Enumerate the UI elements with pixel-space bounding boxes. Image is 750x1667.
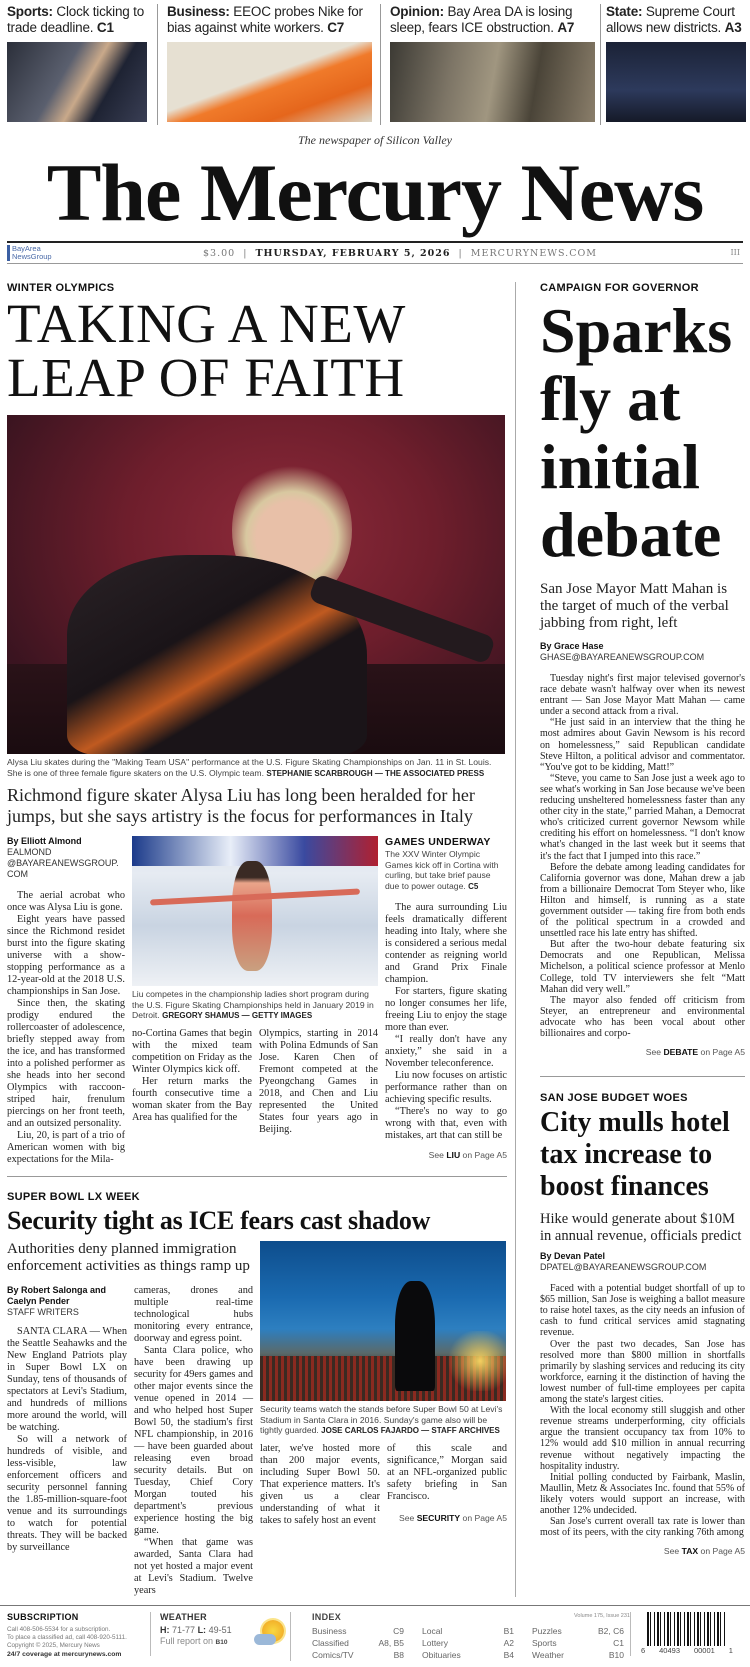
index-item[interactable]: Business C9 [312,1626,404,1636]
paragraph: The aerial acrobat who once was Alysa Liu is gone. [7,890,125,913]
paragraph: Over the past two decades, San Jose has resolved more than $800 million in shortfalls primarily by slashing services and reducing its city workforce, earning it the distinction of having the lowest number of full-time employees per capita among the state's largest cities. [540,1338,745,1406]
paragraph: The aura surrounding Liu feels dramatically different heading into Italy, where she is considered a serious medal contender as reigning world and Grand Prix Finale champion. [385,902,507,985]
debate-headline[interactable]: Sparks fly at initial debate [540,295,733,570]
low-label: L: [197,1625,207,1635]
paragraph: Faced with a potential budget shortfall of up to $65 million, San Jose is weighing a ballot measure to raise hotel taxes, as the city needs an infusion of cash to fund critical services amid stagnating revenue. [540,1283,745,1339]
byline: By Grace Hase [540,641,604,651]
caption-text: Liu competes in the championship ladies short program during the U.S. Figure Skating Championships held in January 2019 in Detroit. [132,989,374,1020]
subscription-line: To place a classified ad, call 408-920-5111. [7,1634,127,1641]
paragraph: later, we've hosted more than 200 major events, including Super Bowl 50. That experience matters. It's given us a clear understanding of what it takes to safely host an event [260,1442,380,1526]
paragraph: “When that game was awarded, Santa Clara had not yet hosted a major event at Levi's Stadium. Twelve years [134,1537,253,1596]
index-title: INDEX [312,1612,342,1622]
lead-photo-alysa-liu [7,415,505,754]
coverage-link[interactable]: 24/7 coverage at mercurynews.com [7,1651,122,1658]
lead-middle [132,836,378,1166]
tagline: The newspaper of Silicon Valley [298,133,452,147]
lead-col-1 [7,836,125,1166]
paragraph: With the local economy still sluggish and other revenue streams underperforming, city officials argue the transient occupancy tax from 10% to 12% would add $10 million in annual recurring revenue without negatively impacting the hospitality industry. [540,1405,745,1472]
superbowl-col-1 [7,1285,127,1597]
paragraph: But after the two-hour debate featuring six Democrats and one Republican, Melissa Michelson, a political science professor at Menlo College, told TV interviewers she felt “Matt Mahan did very well.” [540,939,745,995]
paragraph: Liu now focuses on artistic performance rather than on achieving specific results. [385,1070,507,1105]
teaser-text: Bay Area DA is losing sleep, fears ICE obstruction. [390,4,573,35]
superbowl-right [260,1241,507,1597]
paragraph: Tuesday night's first major televised governor's race debate wasn't halfway over when its newest entrant — San Jose Mayor Matt Mahan — came under a second attack from a rival. [540,673,745,718]
superbowl-col-2 [134,1285,253,1597]
byline: By Elliott Almond [7,836,82,846]
full-report-label: Full report on [160,1636,214,1646]
promo-text: The XXV Winter Olympic Games kick off in Cortina with curling, but take brief pause due to power outage. [385,849,499,891]
superbowl-col-3 [260,1443,380,1527]
photo-credit: STEPHANIE SCARBROUGH — THE ASSOCIATED PRESS [266,768,485,778]
lead-col-2 [132,1028,252,1136]
teaser-page: C1 [96,20,114,35]
partly-sunny-icon [254,1618,288,1648]
photo-liu-skating-2019 [132,836,378,986]
superbowl-kicker: SUPER BOWL LX WEEK [7,1191,140,1203]
budget-kicker: SAN JOSE BUDGET WOES [540,1092,688,1105]
photo2-caption [132,989,378,1022]
debate-jump-link[interactable]: See DEBATE on Page A5 [645,1047,745,1058]
teaser-text: Clock ticking to trade deadline. [7,4,145,35]
teaser-text: Supreme Court allows new districts. [606,4,735,35]
paragraph: cameras, drones and multiple real-time technological hubs monitoring every entrance, doorway and egress point. [134,1285,253,1344]
teaser-section: Sports: [7,4,53,19]
paragraph: no-Cortina Games that begin with the mixed team competition on Friday as the Winter Olympics kick off. [132,1027,252,1075]
index-list [312,1625,630,1661]
index-item[interactable]: Comics/TV B8 [312,1650,404,1660]
site-link[interactable]: MERCURYNEWS.COM [470,248,597,259]
superbowl-photo-caption [260,1404,507,1437]
low-temp: 49-51 [208,1625,232,1635]
author-email[interactable]: GHASE@BAYAREANEWSGROUP.COM [540,652,705,662]
teaser-sports[interactable] [0,4,158,125]
index-item[interactable]: Lottery A2 [422,1638,514,1648]
byline-title: STAFF WRITERS [7,1307,79,1317]
volume-issue: Volume 175, Issue 231 [574,1613,630,1619]
lead-photo-caption [7,757,507,779]
barcode-digit: 00001 [693,1646,715,1655]
paragraph: Liu, 20, is part of a trio of American women with big expectations for the Mila- [7,1130,125,1165]
paragraph: San Jose's current overall tax rate is lower than most of its peers, with the city ranking 76th among [540,1516,745,1539]
weather-page[interactable]: B10 [215,1639,228,1646]
teaser-bar [0,0,750,125]
right-column [515,282,750,1597]
teaser-state[interactable] [601,4,750,125]
debate-byline-block [540,641,745,663]
index-item[interactable]: Obituaries B4 [422,1650,514,1660]
index-item[interactable]: Puzzles B2, C6 [532,1626,624,1636]
teaser-section: State: [606,4,643,19]
budget-section [540,1076,745,1557]
teaser-photo [606,42,746,122]
teaser-photo [167,42,372,122]
debate-kicker: CAMPAIGN FOR GOVERNOR [540,282,699,294]
superbowl-deck: Authorities deny planned immigration enforcement activities as things ramp up [7,1241,250,1274]
high-label: H: [160,1625,170,1635]
paragraph: So will a network of hundreds of visible, and less-visible, law enforcement officers and security personnel fanning the 1.85-million-square-foot venue and its surroundings to watch for potential threats. They will be backed by surveillance [7,1434,127,1553]
lead-col-4 [385,836,507,1166]
author-email[interactable]: EALMOND @BAYAREANEWSGROUP. COM [7,847,119,879]
index-box [290,1612,630,1661]
byline: By Robert Salonga and Caelyn Pender [7,1285,107,1306]
byline: By Devan Patel [540,1251,606,1262]
budget-deck: Hike would generate about $10M in annual revenue, officials predict [540,1211,742,1245]
bayarea-newsgroup-logo: BayArea NewsGroup [7,245,59,261]
teaser-section: Opinion: [390,4,444,19]
sidebar-promo[interactable] [385,849,507,892]
masthead-logo[interactable]: The Mercury News [46,147,704,238]
paragraph: Santa Clara police, who have been drawing up security for 49ers games and other major events since the venue opened in 2014 — and who helped host Super Bowl 50, the stadium's first NFL championship, in 2016 — have been guarded about releasing even broad security details. But on Tuesday, Chief Cory Morgan touted his department's previous experience hosting the big game. [134,1345,253,1536]
teaser-section: Business: [167,4,230,19]
photo-credit: GREGORY SHAMUS — GETTY IMAGES [162,1011,313,1020]
teaser-page: A7 [557,20,575,35]
superbowl-jump-link[interactable]: See SECURITY on Page A5 [399,1512,507,1523]
left-column [7,282,507,1597]
subscription-title: SUBSCRIPTION [7,1612,79,1622]
price: $3.00 [202,248,236,259]
teaser-photo [390,42,595,122]
teaser-page: A3 [724,20,742,35]
caption-text: Security teams watch the stands before Super Bowl 50 at Levi's Stadium in Santa Clara in 2016. Sunday's game also will be tightly guarded. [260,1404,503,1435]
index-item[interactable]: Local B1 [422,1626,514,1636]
date: THURSDAY, FEBRUARY 5, 2026 [255,248,451,259]
paragraph: “I really don't have any anxiety,” she said in a November teleconference. [385,1034,507,1069]
dateline-bar [7,241,743,264]
paragraph: Initial polling conducted by Fairbank, Maslin, Maullin, Metz & Associates Inc. found that 55% of likely voters would support an increase, with another 12% undecided. [540,1471,745,1516]
teaser-business[interactable] [158,4,381,125]
budget-jump-link[interactable]: See TAX on Page A5 [663,1546,745,1557]
teaser-text: EEOC probes Nike for bias against white workers. [167,4,363,35]
front-page-body [0,282,750,1597]
barcode-digit: 1 [728,1646,733,1655]
lead-kicker: WINTER OLYMPICS [7,282,115,294]
index-item[interactable]: Classified A8, B5 [312,1638,404,1648]
footer [0,1605,750,1667]
paragraph: “There's no way to go wrong with that, even with mistakes, art that can still be [385,1106,507,1141]
weather-title: WEATHER [160,1612,207,1622]
superbowl-headline[interactable]: Security tight as ICE fears cast shadow [7,1206,431,1235]
barcode-digit: 6 [641,1646,646,1655]
barcode-digit: 40493 [659,1646,680,1655]
index-item[interactable]: Weather B10 [532,1650,624,1660]
photo-credit: JOSE CARLOS FAJARDO — STAFF ARCHIVES [321,1426,500,1435]
superbowl-col-4 [387,1443,507,1503]
edition-mark: III [730,248,740,257]
superbowl-story [7,1176,507,1597]
paragraph: Before the debate among leading candidates for California governor was done, Mahan drew a jab from a billionaire Democrat Tom Steyer who, like Hilton and himself, is running as a state government outsider — taking fire from both ends of the political spectrum in a crowded and unsettled race his late entry has shifted. [540,861,745,940]
dateline: $3.00 | THURSDAY, FEBRUARY 5, 2026 | MERCURYNEWS.COM [202,248,597,259]
paragraph: Eight years have passed since the Richmond residet burst into the figure skating universe with a show-stopping performance as a 12-year-old at the 2018 U.S. championships in San Jose. [7,914,125,997]
barcode [630,1612,740,1656]
paragraph: “He just said in an interview that the thing he most admires about Gavin Newsom is his record on homelessness,” said Republican candidate Steve Hilton, a political advisor and commentator. “You've got to be kidding, Matt!” [540,717,745,773]
promo-page: C5 [468,881,479,891]
author-email[interactable]: DPATEL@BAYAREANEWSGROUP.COM [540,1262,707,1273]
paragraph: “Steve, you came to San Jose just a week ago to see what's working in San Jose because we've been reducing unsheltered homelessness faster than any other city in the state,” parried Mahan, a Democrat who's criticized current governor Newsom while crediting his effort on homelessness. “I don't know what's changed in the last week but it seems that it's the fact that I jumped into this race.” [540,772,745,862]
index-item[interactable]: Sports C1 [532,1638,624,1648]
paragraph: Since then, the skating prodigy endured the rollercoaster of adolescence, briefly stepped away from the ice, and has transformed into a polished performer as she heads into her second Olympics with raccoon-striped hair, frenulum piercings on her front teeth, and an outsized personality. [7,998,125,1129]
lead-headline[interactable]: TAKING A NEW LEAP OF FAITH [7,293,405,408]
debate-story [540,673,745,1039]
budget-byline-block [540,1251,745,1273]
paragraph: SANTA CLARA — When the Seattle Seahawks and the New England Patriots play in Super Bowl LX on Sunday, tens of thousands of spectators at Levi's Stadium, and hundreds of millions more around the world, will be watching. [7,1326,127,1433]
teaser-page: C7 [327,20,345,35]
high-temp: 71-77 [172,1625,196,1635]
sidebar-kicker: GAMES UNDERWAY [385,836,491,848]
subscription-box [0,1612,150,1659]
copyright: Copyright © 2025, Mercury News [7,1642,100,1649]
superbowl-left [7,1241,253,1597]
debate-deck: San Jose Mayor Matt Mahan is the target of much of the verbal jabbing from right, left [540,581,729,631]
paragraph: of this scale and significance,” Morgan said at an NFL-organized public safety briefing in San Francisco. [387,1442,507,1502]
paragraph: The mayor also fended off criticism from Steyer, an entrepreneur and environmental advocate who has been vocal about other billionaires and corpo- [540,994,745,1039]
lead-deck: Richmond figure skater Alysa Liu has long been heralded for her jumps, but she says artistry is the focus for performances in Italy [7,785,475,826]
photo-levis-stadium-security [260,1241,506,1401]
budget-headline[interactable]: City mulls hotel tax increase to boost finances [540,1107,730,1203]
lead-jump-link[interactable]: See LIU on Page A5 [428,1150,507,1160]
lead-story-columns [7,836,507,1166]
paragraph: Olympics, starting in 2014 with Polina Edmunds of San Jose. Karen Chen of Fremont competed at the Pyeongchang Games in 2018, and Chen and Liu represented the United States four years ago in Beijing. [259,1027,378,1135]
weather-box [150,1612,290,1656]
paragraph: Her return marks the fourth consecutive time a woman skater from the Bay Area has qualified for the [132,1075,252,1123]
lead-col-3 [259,1028,378,1136]
teaser-photo [7,42,147,122]
caption-text: Alysa Liu skates during the "Making Team USA" performance at the U.S. Figure Skating Championships on Jan. 11 in St. Louis. She is one of three female figure skaters on the U.S. Olympic team. [7,757,492,778]
teaser-opinion[interactable] [381,4,601,125]
paragraph: For starters, figure skating no longer consumes her life, freeing Liu to enjoy the stage more than ever. [385,986,507,1033]
subscription-line: Call 408-506-5534 for a subscription. [7,1626,111,1633]
budget-story [540,1283,745,1538]
